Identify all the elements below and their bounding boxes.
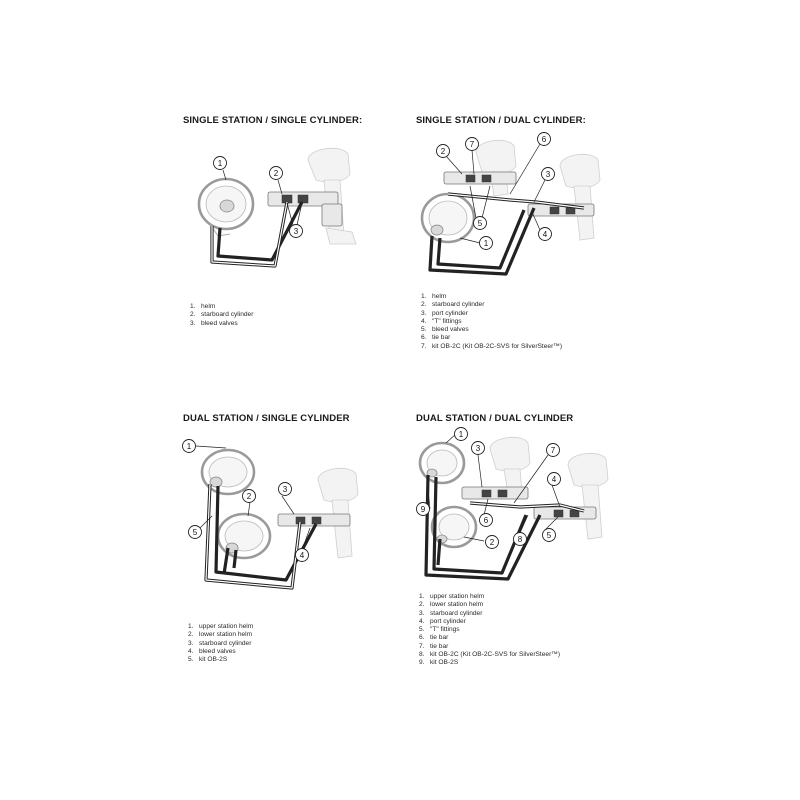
panel-tr-diagram [410, 130, 610, 280]
legend-item: 2. lower station helm [419, 601, 484, 609]
callout-3 [290, 225, 303, 238]
svg-text:1: 1 [186, 442, 192, 451]
legend-item: 1. helm [421, 293, 447, 300]
svg-text:8: 8 [517, 535, 523, 544]
svg-text:2: 2 [273, 169, 279, 178]
legend-item: 5. bleed valves [421, 326, 469, 334]
svg-text:4: 4 [299, 551, 305, 560]
callout-6 [480, 514, 493, 527]
legend-item: 3. starboard cylinder [419, 609, 483, 617]
legend-item: 6. tie bar [421, 334, 451, 342]
callout-2 [243, 490, 256, 503]
svg-text:6: 6 [483, 516, 489, 525]
legend-item: 2. starboard cylinder [421, 301, 485, 309]
callout-8 [514, 533, 527, 546]
panel-bl-diagram [178, 432, 368, 602]
panel-tl-diagram [190, 140, 380, 285]
legend-item: 4. "T" fittings [421, 317, 462, 325]
legend-item: 3. starboard cylinder [188, 639, 252, 647]
legend-item: 7. kit OB-2C (Kit OB-2C-SVS for SilverSteer™) [421, 342, 563, 350]
callout-5 [189, 526, 202, 539]
legend-item: 2. starboard cylinder [190, 311, 254, 319]
svg-text:5: 5 [546, 531, 552, 540]
panel-br-legend [419, 593, 560, 668]
svg-text:3: 3 [282, 485, 288, 494]
callout-3 [279, 483, 292, 496]
helm-wheel-shape [218, 514, 270, 558]
legend-item: 1. upper station helm [188, 623, 254, 630]
svg-text:3: 3 [475, 444, 481, 453]
callout-7 [547, 444, 560, 457]
legend-item: 8. kit OB-2C (Kit OB-2C-SVS for SilverSteer™) [419, 651, 561, 659]
svg-text:7: 7 [469, 140, 475, 149]
legend-item: 3. bleed valves [190, 319, 238, 327]
panel-br-title: DUAL STATION / DUAL CYLINDER [416, 413, 574, 424]
legend-item: 1. upper station helm [419, 593, 485, 600]
helm-wheel-shape [422, 194, 474, 242]
callout-3 [542, 168, 555, 181]
panel-bl-title: DUAL STATION / SINGLE CYLINDER [183, 413, 350, 424]
panel-br-diagram [410, 425, 610, 585]
legend-item: 4. bleed valves [188, 647, 236, 655]
svg-text:3: 3 [293, 227, 299, 236]
callout-6 [538, 133, 551, 146]
legend-item: 7. tie bar [419, 642, 449, 650]
legend-item: 5. kit OB-2S [188, 656, 228, 664]
svg-text:5: 5 [477, 219, 483, 228]
callout-1 [480, 237, 493, 250]
svg-text:1: 1 [483, 239, 489, 248]
callout-4 [539, 228, 552, 241]
svg-text:2: 2 [489, 538, 495, 547]
callout-2 [486, 536, 499, 549]
callout-1 [455, 428, 468, 441]
callout-9 [417, 503, 430, 516]
svg-text:4: 4 [542, 230, 548, 239]
callout-5 [543, 529, 556, 542]
legend-item: 1. helm [190, 303, 216, 310]
panel-bl-legend [188, 623, 253, 664]
callout-4 [548, 473, 561, 486]
svg-text:1: 1 [458, 430, 464, 439]
panel-tr-legend [421, 293, 562, 351]
legend-item: 3. port cylinder [421, 309, 468, 317]
legend-item: 9. kit OB-2S [419, 659, 459, 667]
svg-text:1: 1 [217, 159, 223, 168]
svg-text:7: 7 [550, 446, 556, 455]
cylinder-assembly-shape [268, 192, 342, 226]
callout-1 [183, 440, 196, 453]
callout-2 [270, 167, 283, 180]
panel-tl-title: SINGLE STATION / SINGLE CYLINDER: [183, 115, 363, 126]
legend-item: 2. lower station helm [188, 631, 253, 639]
svg-text:2: 2 [246, 492, 252, 501]
legend-item: 4. port cylinder [419, 617, 466, 625]
callout-3 [472, 442, 485, 455]
svg-text:2: 2 [440, 147, 446, 156]
callout-2 [437, 145, 450, 158]
svg-text:3: 3 [545, 170, 551, 179]
svg-text:6: 6 [541, 135, 547, 144]
svg-text:4: 4 [551, 475, 557, 484]
helm-wheel-shape [199, 179, 253, 236]
cylinder-assembly-shape [278, 514, 350, 526]
callout-1 [214, 157, 227, 170]
svg-text:9: 9 [420, 505, 426, 514]
legend-item: 5. "T" fittings [419, 626, 460, 634]
callout-5 [474, 217, 487, 230]
panel-tr-title: SINGLE STATION / DUAL CYLINDER: [416, 115, 586, 126]
outboard-motor-shape [318, 468, 358, 558]
callout-4 [296, 549, 309, 562]
legend-item: 6. tie bar [419, 634, 449, 642]
callout-7 [466, 138, 479, 151]
svg-text:5: 5 [192, 528, 198, 537]
panel-tl-legend [190, 303, 253, 328]
